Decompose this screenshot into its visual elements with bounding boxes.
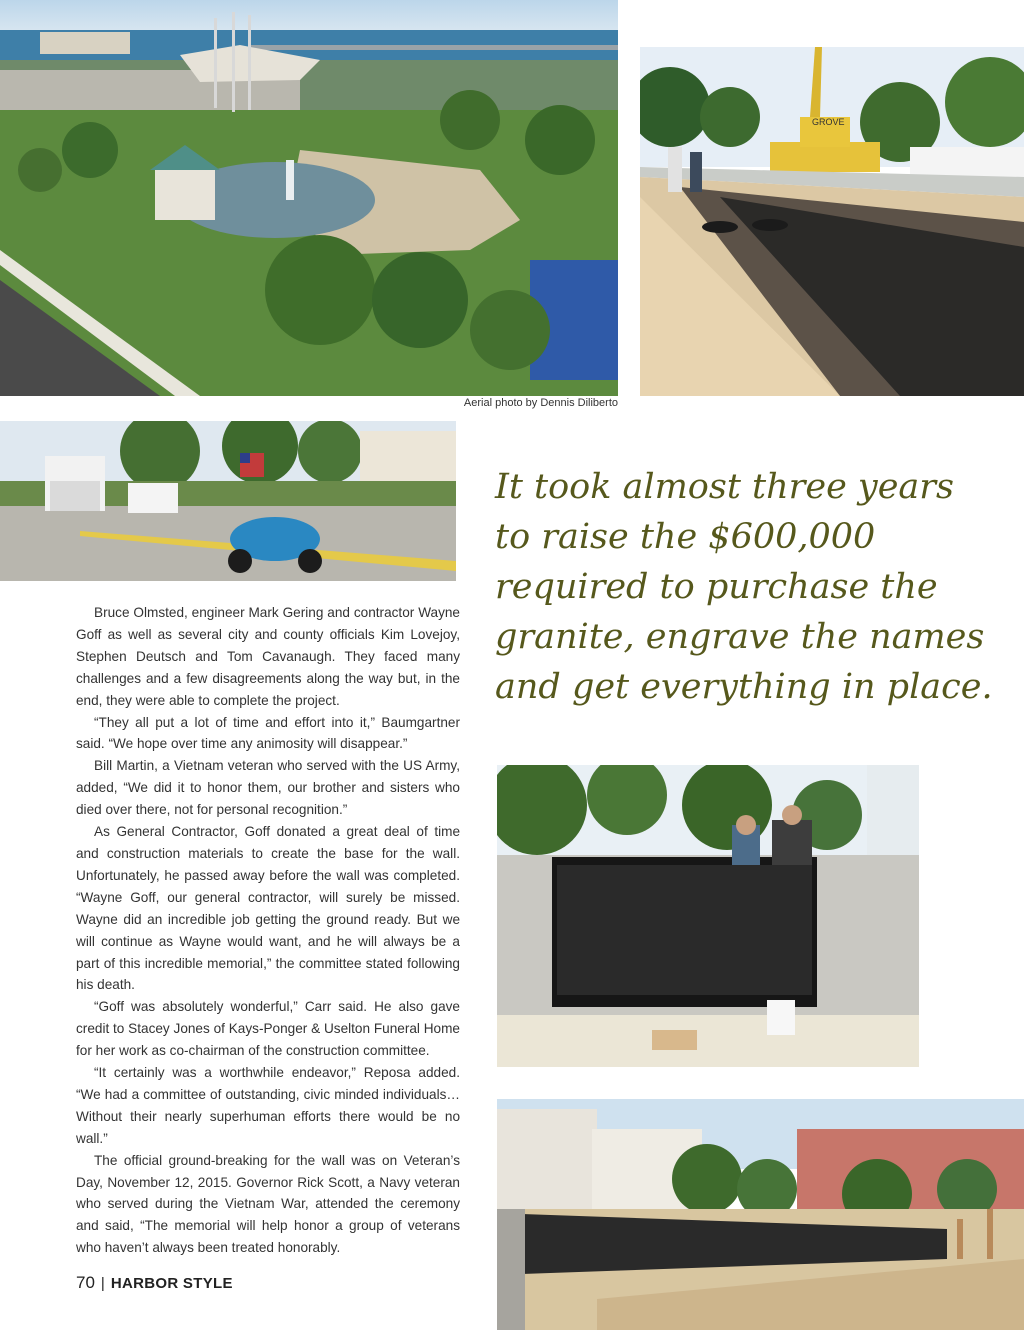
pull-quote-line: required to purchase the (495, 567, 938, 607)
crane-construction-photo (640, 47, 1024, 396)
article-paragraph: “They all put a lot of time and effort into it,” Baumgartner said. “We hope over time any animosity will disappear.” (76, 714, 460, 752)
article-paragraph: “It certainly was a worthwhile endeavor,” Reposa added. “We had a committee of outstanding, civic minded individuals… Without their nearly superhuman efforts there would be no wall.” (76, 1065, 460, 1146)
article-paragraph: The official ground-breaking for the wall was on Veteran’s Day, November 12, 2015. Governor Rick Scott, a Navy veteran who served during the Vietnam War, attended the ceremony and said, “The memorial will help honor a group of veterans who haven’t always been treated honorably. (76, 1152, 460, 1256)
pull-quote-line: It took almost three years (495, 467, 954, 507)
pull-quote (495, 462, 995, 712)
page-footer (76, 1273, 233, 1293)
crane-sign-text: GROVE (812, 117, 845, 127)
pull-quote-line: and get everything in place. (495, 667, 993, 707)
parade-procession-photo (0, 421, 456, 581)
footer-separator: | (100, 1275, 105, 1292)
page-number: 70 (76, 1273, 95, 1292)
publication-name: HARBOR STYLE (110, 1275, 233, 1292)
article-paragraph: As General Contractor, Goff donated a great deal of time and construction materials to create the base for the wall. Unfortunately, he passed away before the wall was completed. “Wayne Goff, our general contractor, will surely be missed. Wayne did an incredible job getting the ground ready. But we will continue as Wayne would want, and he will always be a part of this incredible memorial,” the committee stated following his death. (76, 824, 460, 993)
article-paragraph: “Goff was absolutely wonderful,” Carr said. He also gave credit to Stacey Jones of Kays-Ponger & Uselton Funeral Home for her work as co-chairman of the construction committee. (76, 999, 460, 1059)
wall-installation-photo (497, 765, 919, 1067)
wall-site-photo (497, 1099, 1024, 1330)
photo-credit-caption: Aerial photo by Dennis Diliberto (463, 397, 618, 409)
aerial-park-photo (0, 0, 618, 396)
pull-quote-line: granite, engrave the names (495, 617, 985, 657)
article-paragraph: Bruce Olmsted, engineer Mark Gering and contractor Wayne Goff as well as several city and county officials Kim Lovejoy, Stephen Deutsch and Tom Cavanaugh. They faced many challenges and a few disagreements along the way but, in the end, they were able to complete the project. (76, 605, 460, 708)
article-body (76, 602, 460, 1259)
pull-quote-line: to raise the $600,000 (495, 517, 876, 557)
article-paragraph: Bill Martin, a Vietnam veteran who served with the US Army, added, “We did it to honor them, our brother and sisters who died over there, not for personal recognition.” (76, 758, 460, 818)
